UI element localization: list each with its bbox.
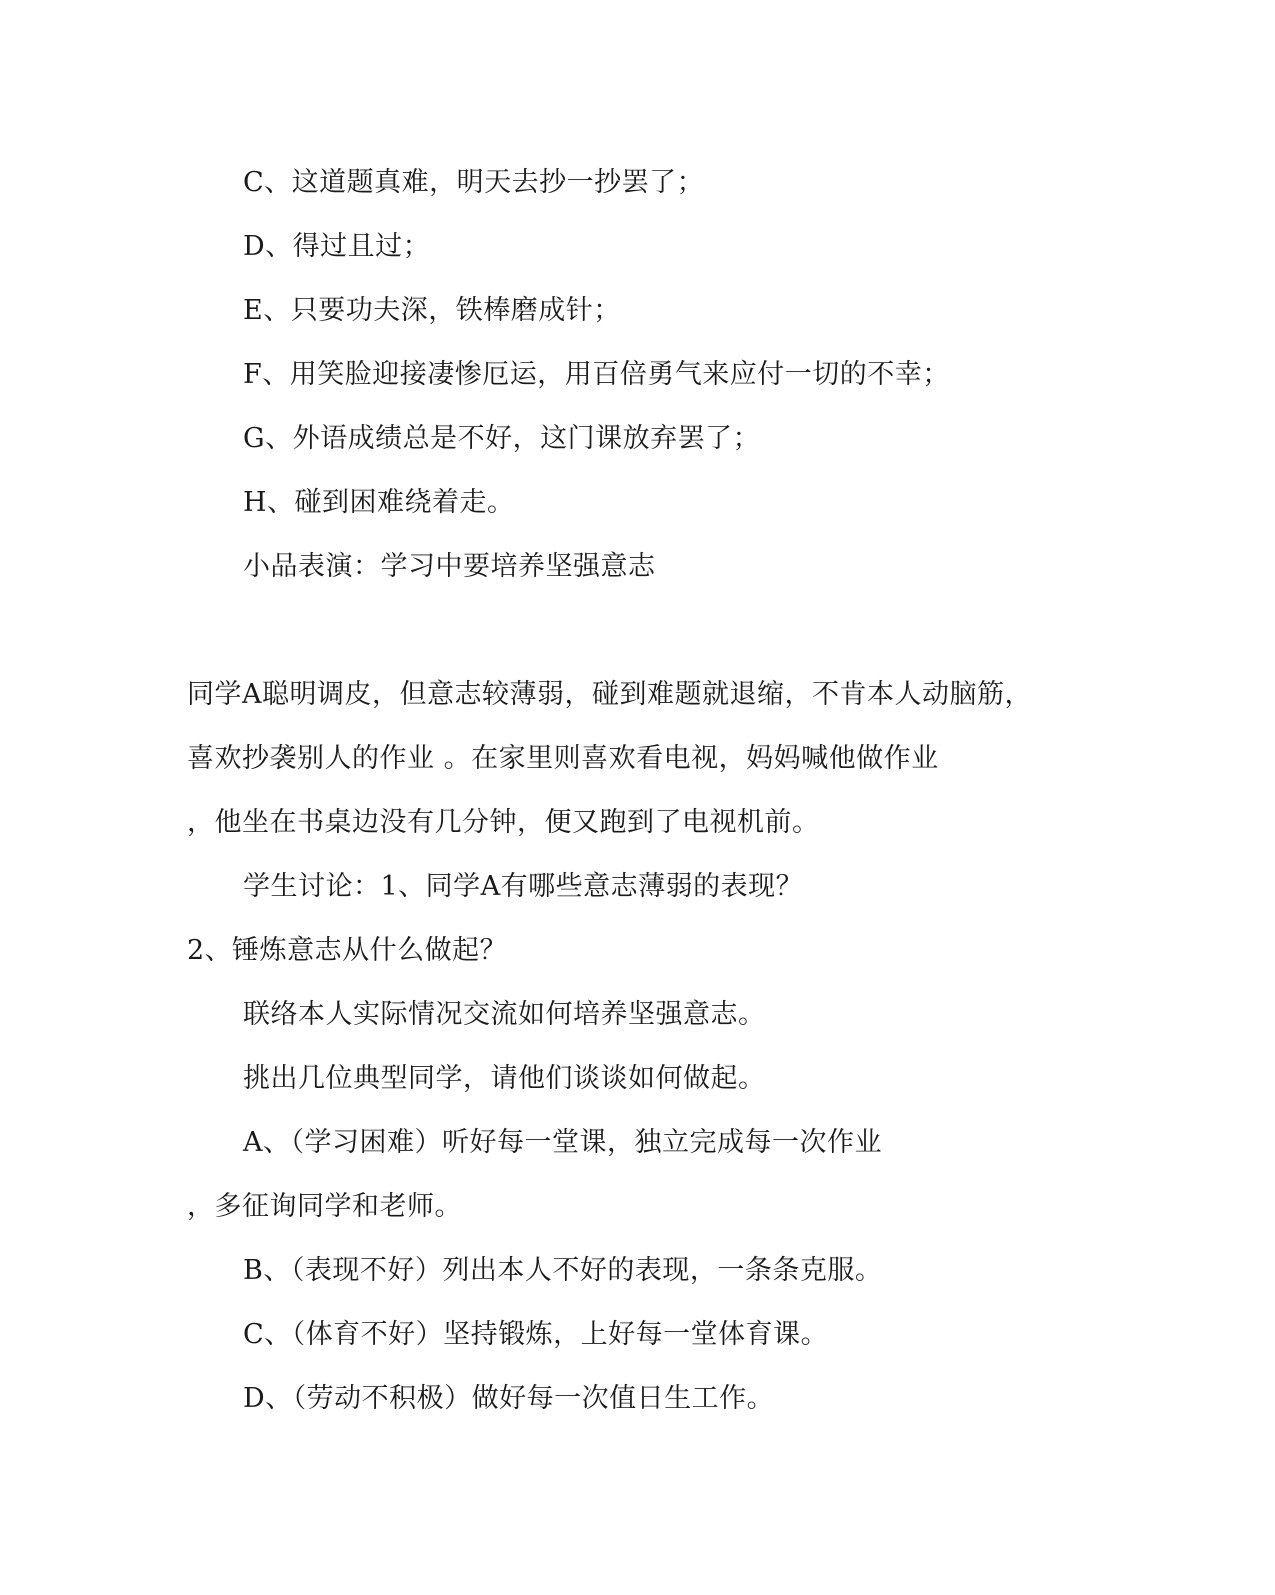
option-f-line: F、用笑脸迎接凄惨厄运，用百倍勇气来应付一切的不幸；: [243, 359, 950, 390]
paragraph-line: 同学A聪明调皮，但意志较薄弱，碰到难题就退缩，不肯本人动脑筋，: [187, 679, 1032, 710]
paragraph-line: 喜欢抄袭别人的作业 。在家里则喜欢看电视，妈妈喊他做作业: [187, 743, 939, 774]
discussion-question-1: 学生讨论：1、同学A有哪些意志薄弱的表现？: [243, 871, 804, 902]
option-d-line: D、得过且过；: [243, 231, 431, 262]
item-d-line: D、（劳动不积极）做好每一次值日生工作。: [243, 1383, 775, 1414]
skit-heading: 小品表演：学习中要培养坚强意志: [243, 551, 656, 582]
item-a-line: A、（学习困难）听好每一堂课，独立完成每一次作业: [243, 1127, 882, 1158]
item-a-continuation: ，多征询同学和老师。: [187, 1191, 462, 1222]
option-c-line: C、这道题真难，明天去抄一抄罢了；: [243, 167, 705, 198]
option-h-line: H、碰到困难绕着走。: [243, 487, 515, 518]
paragraph-line: 联络本人实际情况交流如何培养坚强意志。: [243, 999, 766, 1030]
discussion-question-2: 2、锤炼意志从什么做起？: [187, 935, 508, 966]
option-g-line: G、外语成绩总是不好，这门课放弃罢了；: [243, 423, 761, 454]
item-b-line: B、（表现不好）列出本人不好的表现，一条条克服。: [243, 1255, 883, 1286]
paragraph-line: ，他坐在书桌边没有几分钟，便又跑到了电视机前。: [187, 807, 820, 838]
option-e-line: E、只要功夫深，铁棒磨成针；: [243, 295, 621, 326]
item-c-line: C、（体育不好）坚持锻炼，上好每一堂体育课。: [243, 1319, 829, 1350]
paragraph-line: 挑出几位典型同学，请他们谈谈如何做起。: [243, 1063, 766, 1094]
